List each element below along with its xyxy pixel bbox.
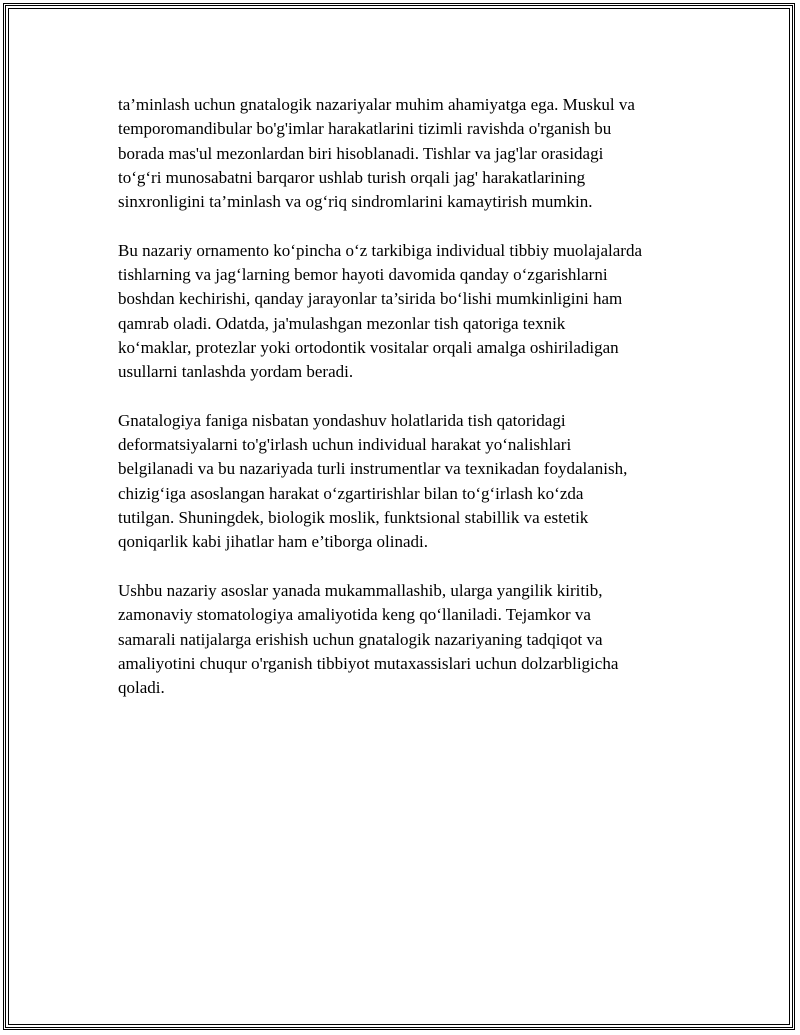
text-line: amaliyotini chuqur o'rganish tibbiyot mutaxassislari uchun dolzarbligicha: [118, 653, 619, 673]
text-line: borada mas'ul mezonlardan biri hisoblanadi. Tishlar va jag'lar orasidagi: [118, 143, 604, 163]
text-line: temporomandibular bo'g'imlar harakatlarini tizimli ravishda o'rganish bu: [118, 119, 612, 139]
text-line: qamrab oladi. Odatda, ja'mulashgan mezonlar tish qatoriga texnik: [118, 313, 566, 333]
text-line: chizig‘iga asoslangan harakat o‘zgartirishlar bilan to‘g‘irlash ko‘zda: [118, 483, 584, 503]
paragraph-4: [118, 579, 698, 700]
text-line: deformatsiyalarni to'g'irlash uchun individual harakat yo‘nalishlari: [118, 435, 572, 455]
text-line: zamonaviy stomatologiya amaliyotida keng qo‘llaniladi. Tejamkor va: [118, 605, 591, 625]
text-line: Gnatalogiya faniga nisbatan yondashuv holatlarida tish qatoridagi: [118, 410, 566, 430]
paragraph-1: [118, 93, 698, 214]
text-line: belgilanadi va bu nazariyada turli instrumentlar va texnikadan foydalanish,: [118, 459, 628, 479]
text-line: Ushbu nazariy asoslar yanada mukammallashib, ularga yangilik kiritib,: [118, 580, 603, 600]
text-line: Bu nazariy ornamento ko‘pincha o‘z tarkibiga individual tibbiy muolajalarda: [118, 240, 643, 260]
text-line: sinxronligini ta’minlash va og‘riq sindromlarini kamaytirish mumkin.: [118, 192, 593, 212]
text-line: ta’minlash uchun gnatalogik nazariyalar muhim ahamiyatga ega. Muskul va: [118, 95, 635, 114]
text-line: qoniqarlik kabi jihatlar ham e’tiborga olinadi.: [118, 532, 429, 552]
text-line: usullarni tanlashda yordam beradi.: [118, 362, 354, 382]
text-line: tutilgan. Shuningdek, biologik moslik, funktsional stabillik va estetik: [118, 508, 589, 528]
text-line: boshdan kechirishi, qanday jarayonlar ta’sirida bo‘lishi mumkinligini ham: [118, 289, 623, 309]
paragraph-3: [118, 409, 698, 555]
text-line: samarali natijalarga erishish uchun gnatalogik nazariyaning tadqiqot va: [118, 629, 603, 649]
text-line: qoladi.: [118, 678, 165, 698]
text-line: tishlarning va jag‘larning bemor hayoti davomida qanday o‘zgarishlarni: [118, 265, 608, 285]
text-line: ko‘maklar, protezlar yoki ortodontik vositalar orqali amalga oshiriladigan: [118, 337, 619, 357]
document-body: [118, 93, 698, 725]
paragraph-2: [118, 239, 698, 385]
text-line: to‘g‘ri munosabatni barqaror ushlab turish orqali jag' harakatlarining: [118, 167, 586, 187]
